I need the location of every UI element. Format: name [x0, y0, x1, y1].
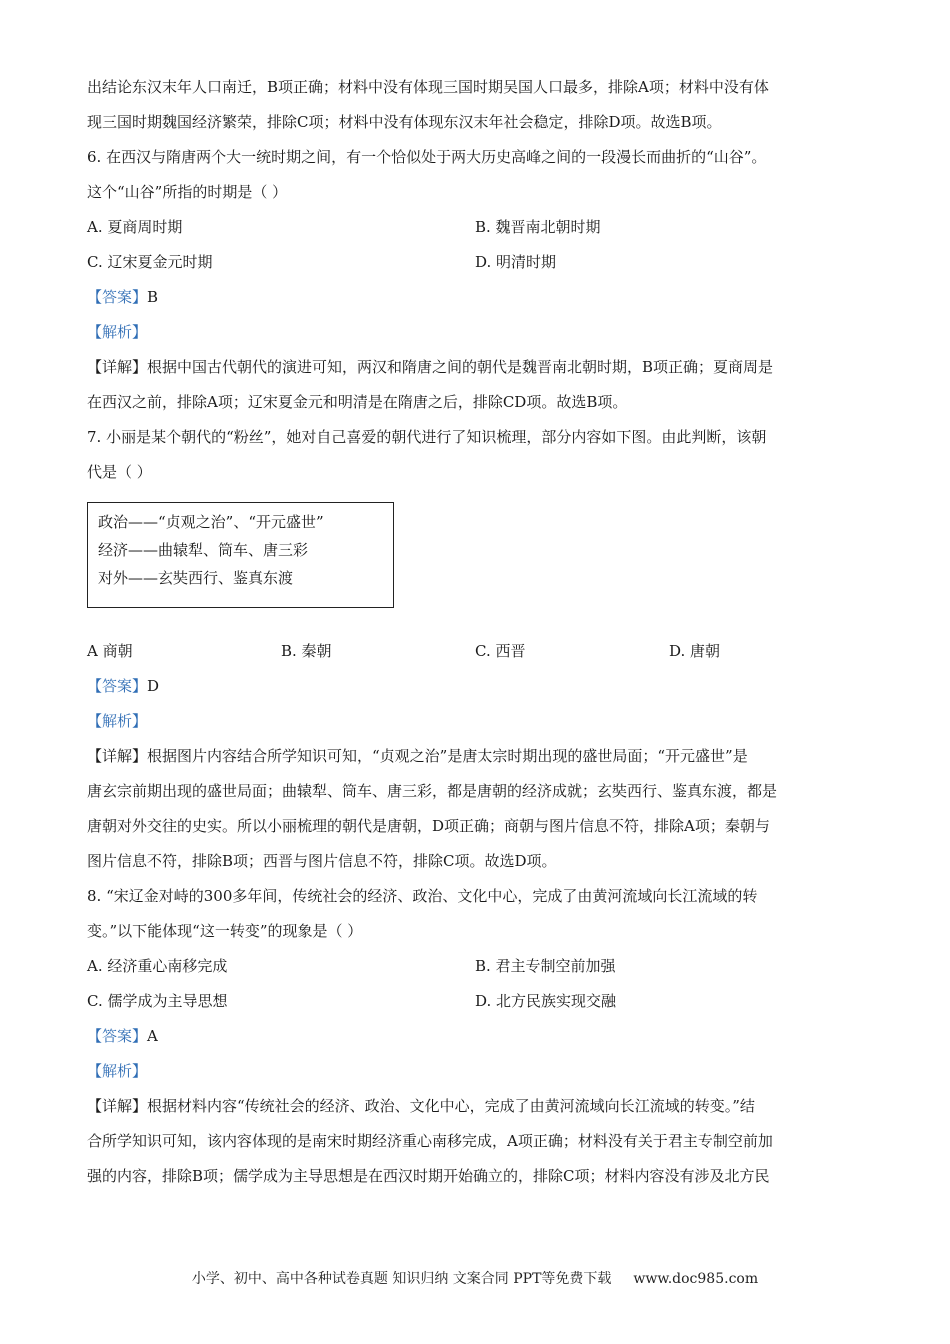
q6-detail — [87, 350, 867, 385]
q8-option-d: D. 北方民族实现交融 — [475, 992, 617, 1010]
q6-option-a: A. 夏商周时期 — [87, 218, 183, 236]
q8-stem: 8. “宋辽金对峙的300多年间，传统社会的经济、政治、文化中心，完成了由黄河流域向长江流域的转 — [87, 887, 758, 905]
footer-text: 小学、初中、高中各种试卷真题 知识归纳 文案合同 PPT等免费下载 — [191, 1271, 612, 1287]
q6-stem: 6. 在西汉与隋唐两个大一统时期之间，有一个恰似处于两大历史高峰之间的一段漫长而曲折的“山谷”。 — [87, 148, 767, 166]
q7-options-row — [87, 634, 867, 669]
answer-tag: 【答案】 — [87, 288, 148, 306]
q7-detail — [87, 739, 867, 774]
q6-answer-value: B — [147, 288, 159, 306]
q6-detail-text: 根据中国古代朝代的演进可知，两汉和隋唐之间的朝代是魏晋南北朝时期，B项正确；夏商周是 — [147, 358, 774, 376]
q7-detail-text: 唐朝对外交往的史实。所以小丽梳理的朝代是唐朝，D项正确；商朝与图片信息不符，排除A项；秦朝与 — [87, 817, 770, 835]
q7-box-foreign: 对外——玄奘西行、鉴真东渡 — [98, 569, 294, 587]
q7-option-d: D. 唐朝 — [669, 642, 721, 660]
q6-detail-text: 在西汉之前，排除A项；辽宋夏金元和明清是在隋唐之后，排除CD项。故选B项。 — [87, 393, 628, 411]
q7-box-politics: 政治——“贞观之治”、“开元盛世” — [98, 513, 324, 531]
q6-option-c: C. 辽宋夏金元时期 — [87, 253, 213, 271]
q6-options-row — [87, 245, 867, 280]
detail-tag: 【详解】 — [87, 747, 148, 765]
q6-stem: 这个“山谷”所指的时期是（ ） — [87, 183, 288, 201]
q7-detail-text: 根据图片内容结合所学知识可知，“贞观之治”是唐太宗时期出现的盛世局面；“开元盛世”是 — [147, 747, 748, 765]
q7-stem: 代是（ ） — [87, 463, 152, 481]
q7-option-c: C. 西晋 — [475, 642, 526, 660]
q8-options-row — [87, 949, 867, 984]
detail-tag: 【详解】 — [87, 358, 148, 376]
q8-detail-text: 合所学知识可知，该内容体现的是南宋时期经济重心南移完成，A项正确；材料没有关于君主专制空前加 — [87, 1132, 773, 1150]
q6-answer — [87, 280, 867, 315]
q6-option-d: D. 明清时期 — [475, 253, 557, 271]
q6-options-row — [87, 210, 867, 245]
q8-options-row — [87, 984, 867, 1019]
q7-option-b: B. 秦朝 — [281, 642, 332, 660]
q7-detail-text: 图片信息不符，排除B项；西晋与图片信息不符，排除C项。故选D项。 — [87, 852, 557, 870]
page-footer — [0, 1268, 950, 1288]
footer-url[interactable]: www.doc985.com — [633, 1271, 759, 1287]
q7-answer — [87, 669, 867, 704]
detail-tag: 【详解】 — [87, 1097, 148, 1115]
answer-tag: 【答案】 — [87, 677, 148, 695]
q7-analysis-tag: 【解析】 — [87, 712, 148, 730]
q8-detail — [87, 1089, 867, 1124]
q6-analysis-tag: 【解析】 — [87, 323, 148, 341]
q6-option-b: B. 魏晋南北朝时期 — [475, 218, 601, 236]
q8-detail-text: 根据材料内容“传统社会的经济、政治、文化中心，完成了由黄河流域向长江流域的转变。”结 — [147, 1097, 755, 1115]
q7-option-a: A 商朝 — [87, 642, 133, 660]
document-page — [87, 70, 867, 1194]
q7-box-economy: 经济——曲辕犁、筒车、唐三彩 — [98, 541, 309, 559]
prev-explanation-line: 出结论东汉末年人口南迁，B项正确；材料中没有体现三国时期吴国人口最多，排除A项；材料中没有体 — [87, 78, 769, 96]
q8-answer-value: A — [147, 1027, 158, 1045]
answer-tag: 【答案】 — [87, 1027, 148, 1045]
q8-option-a: A. 经济重心南移完成 — [87, 957, 228, 975]
q7-knowledge-box — [87, 502, 394, 608]
q8-stem: 变。”以下能体现“这一转变”的现象是（ ） — [87, 922, 363, 940]
q8-option-b: B. 君主专制空前加强 — [475, 957, 616, 975]
q8-option-c: C. 儒学成为主导思想 — [87, 992, 228, 1010]
q7-stem: 7. 小丽是某个朝代的“粉丝”，她对自己喜爱的朝代进行了知识梳理，部分内容如下图。由此判断，该朝 — [87, 428, 767, 446]
q7-answer-value: D — [147, 677, 160, 695]
q7-detail-text: 唐玄宗前期出现的盛世局面；曲辕犁、筒车、唐三彩，都是唐朝的经济成就；玄奘西行、鉴真东渡，都是 — [87, 782, 778, 800]
q8-analysis-tag: 【解析】 — [87, 1062, 148, 1080]
prev-explanation-line: 现三国时期魏国经济繁荣，排除C项；材料中没有体现东汉末年社会稳定，排除D项。故选B项。 — [87, 113, 722, 131]
q8-answer — [87, 1019, 867, 1054]
q8-detail-text: 强的内容，排除B项；儒学成为主导思想是在西汉时期开始确立的，排除C项；材料内容没有涉及北方民 — [87, 1167, 770, 1185]
